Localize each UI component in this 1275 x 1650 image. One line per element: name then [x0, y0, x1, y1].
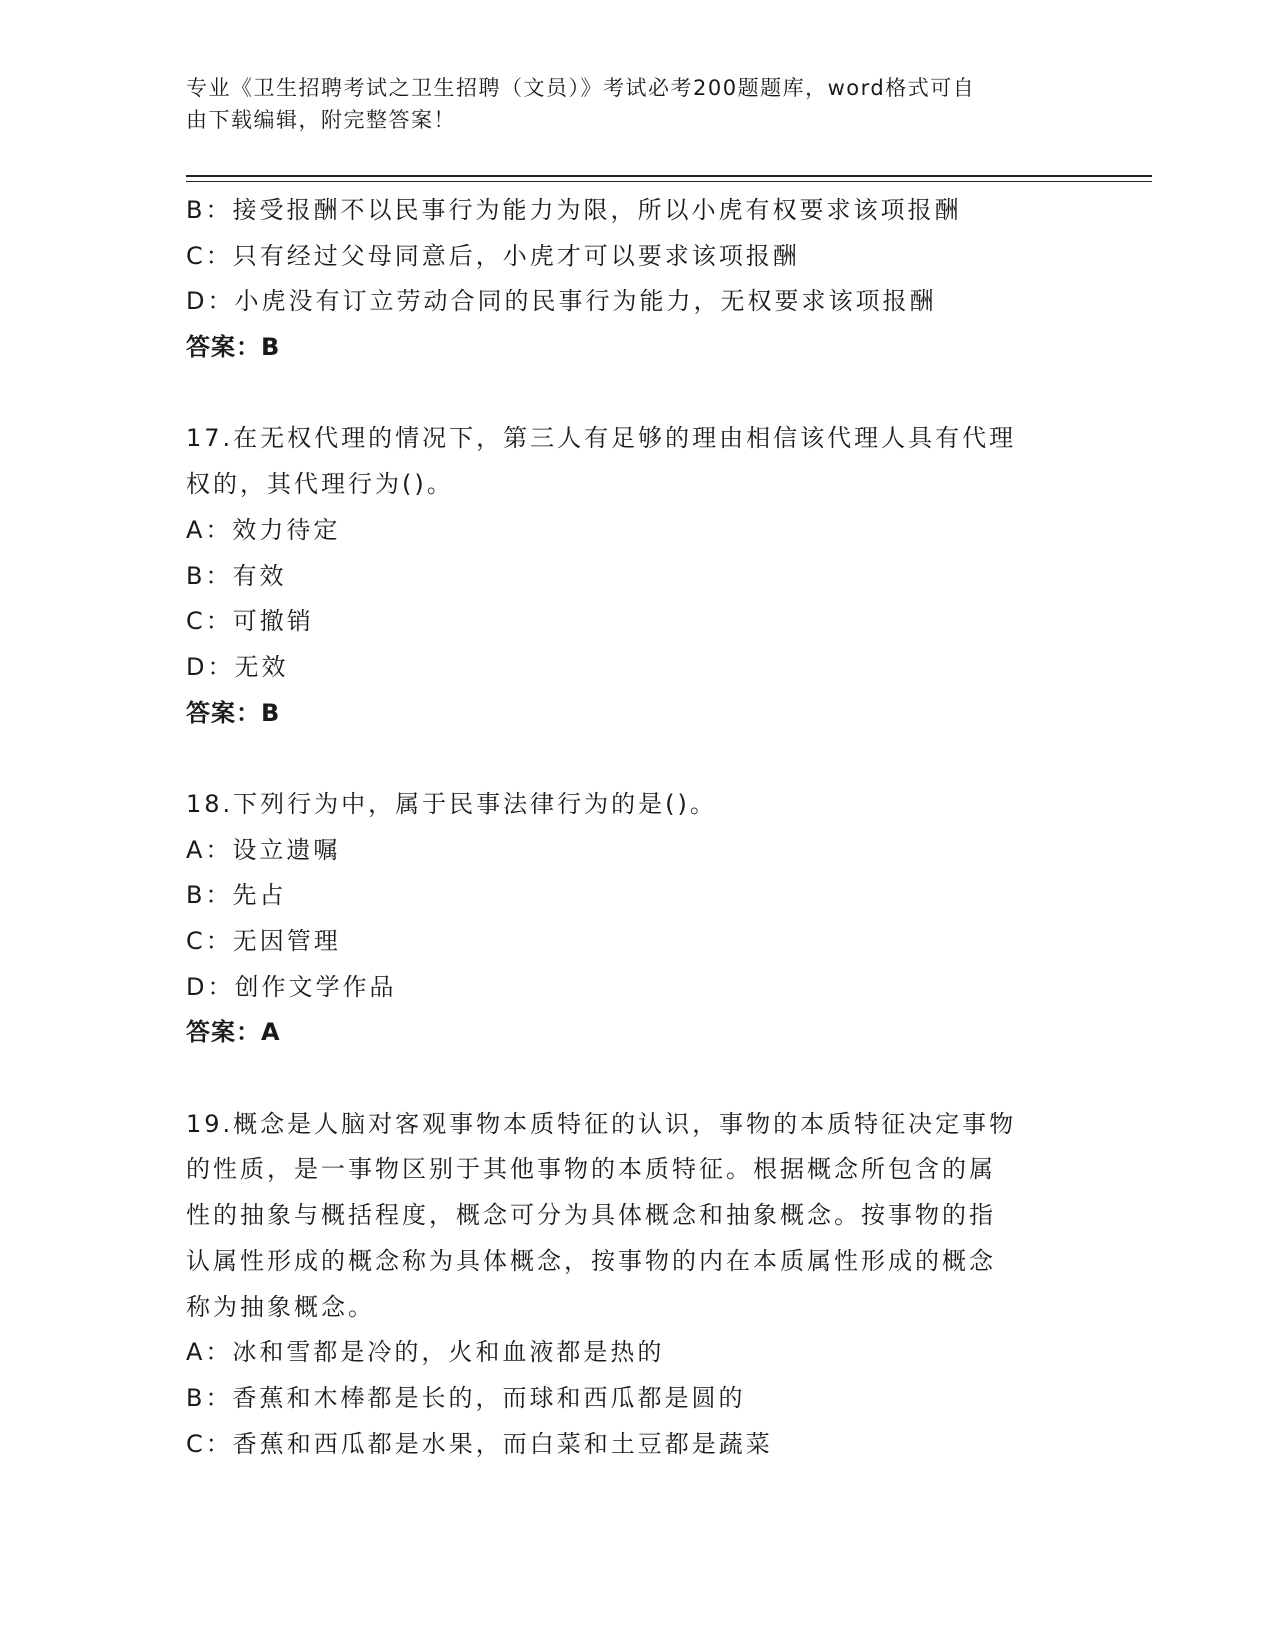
option-c: C：只有经过父母同意后，小虎才可以要求该项报酬	[186, 241, 800, 270]
option-c: C：可撤销	[186, 607, 314, 636]
option-d: D：创作文学作品	[186, 972, 397, 1001]
option-c: C：无因管理	[186, 927, 341, 955]
answer: 答案：B	[186, 333, 281, 362]
question-19	[186, 1102, 1086, 1468]
header-divider-thick	[186, 175, 1152, 177]
question-17	[186, 416, 1086, 736]
option-b: B：有效	[186, 561, 287, 590]
question-text-line: 权的，其代理行为()。	[186, 470, 454, 499]
spacer	[186, 1056, 1086, 1102]
header-line-2: 由下载编辑，附完整答案！	[186, 108, 456, 132]
header-line-1: 专业《卫生招聘考试之卫生招聘（文员）》考试必考200题题库，word格式可自	[186, 76, 976, 100]
option-b: B：先占	[186, 881, 287, 910]
document-header	[186, 72, 1086, 136]
question-text-line: 19.概念是人脑对客观事物本质特征的认识，事物的本质特征决定事物	[186, 1109, 1017, 1138]
question-text-line: 17.在无权代理的情况下，第三人有足够的理由相信该代理人具有代理	[186, 424, 1017, 453]
header-divider-thin	[186, 181, 1152, 182]
question-text-line: 18.下列行为中，属于民事法律行为的是()。	[186, 789, 717, 818]
option-d: D：无效	[186, 652, 289, 681]
option-a: A：冰和雪都是冷的，火和血液都是热的	[186, 1338, 665, 1367]
question-16-continued	[186, 188, 1086, 371]
question-text-line: 称为抽象概念。	[186, 1292, 375, 1321]
question-text-line: 的性质，是一事物区别于其他事物的本质特征。根据概念所包含的属	[186, 1155, 996, 1184]
option-b: B：香蕉和木棒都是长的，而球和西瓜都是圆的	[186, 1383, 746, 1412]
option-a: A：设立遗嘱	[186, 835, 341, 864]
question-list	[186, 188, 1086, 1467]
question-18	[186, 782, 1086, 1056]
spacer	[186, 736, 1086, 782]
answer: 答案：A	[186, 1018, 281, 1047]
option-b: B：接受报酬不以民事行为能力为限，所以小虎有权要求该项报酬	[186, 196, 962, 224]
question-text-line: 性的抽象与概括程度，概念可分为具体概念和抽象概念。按事物的指	[186, 1201, 996, 1230]
answer: 答案：B	[186, 698, 281, 727]
question-text-line: 认属性形成的概念称为具体概念，按事物的内在本质属性形成的概念	[186, 1246, 996, 1275]
option-d: D：小虎没有订立劳动合同的民事行为能力，无权要求该项报酬	[186, 287, 937, 316]
option-a: A：效力待定	[186, 515, 341, 544]
spacer	[186, 371, 1086, 417]
option-c: C：香蕉和西瓜都是水果，而白菜和土豆都是蔬菜	[186, 1429, 773, 1458]
